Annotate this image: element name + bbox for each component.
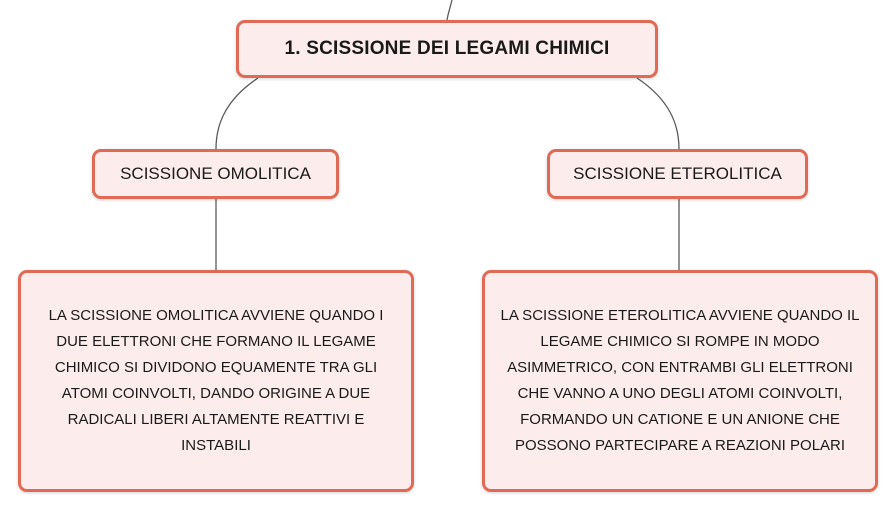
branch-node-label: SCISSIONE ETEROLITICA	[573, 164, 782, 183]
detail-node-text: LA SCISSIONE OMOLITICA AVVIENE QUANDO I DUE ELETTRONI CHE FORMANO IL LEGAME CHIMICO SI DIVIDONO EQUAMENTE TRA GLI ATOMI COINVOLTI, DANDO ORIGINE A DUE RADICALI LIBERI ALTAMENTE REATTIVI E INSTABILI	[48, 307, 384, 454]
branch-node-omolitica[interactable]	[92, 149, 339, 199]
detail-node-text: LA SCISSIONE ETEROLITICA AVVIENE QUANDO IL LEGAME CHIMICO SI ROMPE IN MODO ASIMMETRICO, CON ENTRAMBI GLI ELETTRONI CHE VANNO A UNO DEGLI ATOMI COINVOLTI, FORMANDO UN CATIONE E UN ANIONE CHE POSSONO PARTECIPARE A REAZIONI POLARI	[500, 307, 860, 454]
branch-node-label: SCISSIONE OMOLITICA	[120, 164, 311, 183]
root-node[interactable]	[236, 20, 658, 78]
connector-root-to-eterolitica	[637, 78, 679, 149]
branch-node-eterolitica[interactable]	[547, 149, 808, 199]
connector-root-to-omolitica	[216, 78, 258, 149]
detail-node-eterolitica[interactable]	[482, 270, 878, 492]
root-node-label: 1. SCISSIONE DEI LEGAMI CHIMICI	[284, 38, 610, 59]
detail-node-omolitica[interactable]	[18, 270, 414, 492]
connector-parent-to-root	[447, 0, 452, 20]
